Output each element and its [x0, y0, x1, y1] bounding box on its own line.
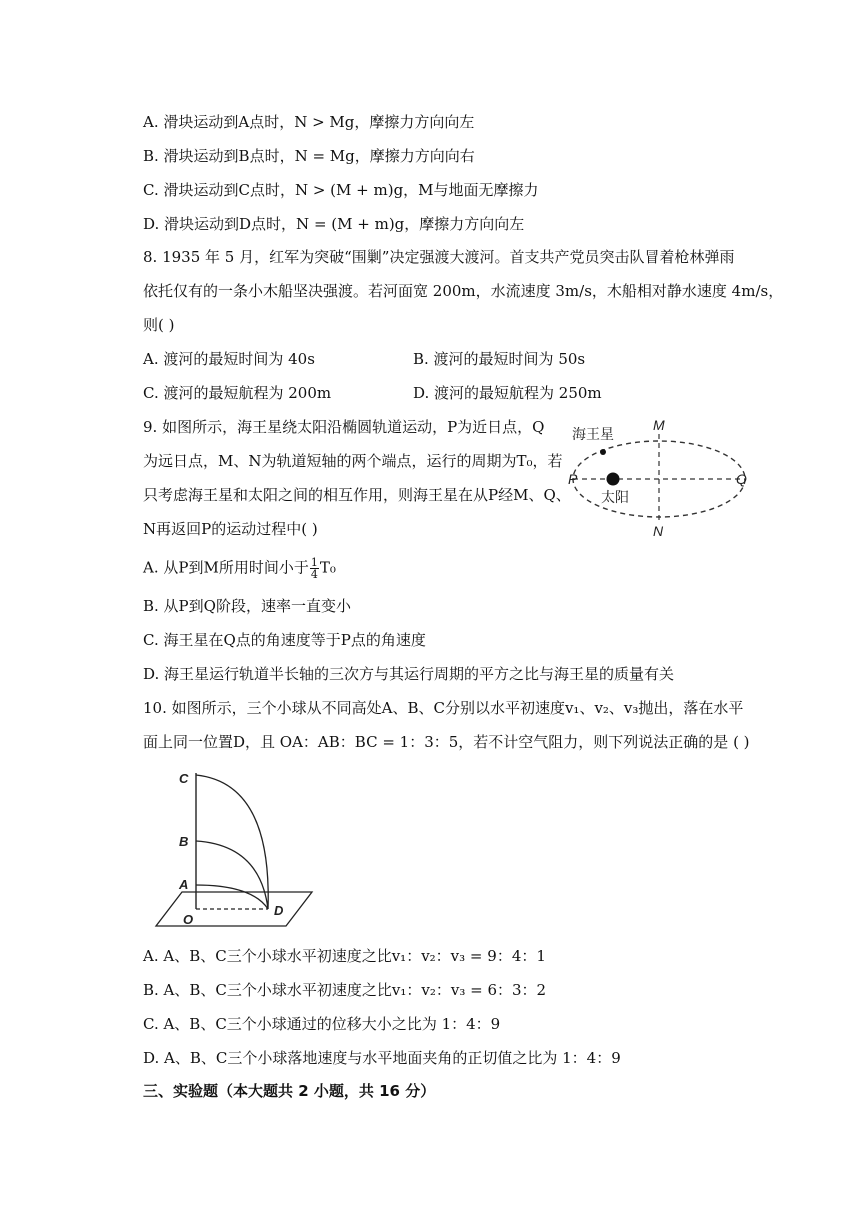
q9-option-d: D. 海王星运行轨道半长轴的三次方与其运行周期的平方之比与海王星的质量有关 [143, 665, 675, 683]
q7-option-b: B. 滑块运动到B点时，N = Mg，摩擦力方向向右 [143, 147, 475, 165]
sun-icon [607, 473, 620, 486]
fraction-denominator: 4 [310, 568, 318, 581]
neptune-planet-icon [600, 449, 606, 455]
trajectory-a [196, 885, 268, 909]
point-d-label: D [274, 903, 284, 918]
q9-stem-line1: 9. 如图所示，海王星绕太阳沿椭圆轨道运动，P为近日点，Q [143, 418, 545, 436]
q9-option-a-suffix: T₀ [319, 558, 336, 577]
q8-stem-line3: 则( ) [143, 316, 175, 334]
q8-option-a: A. 渡河的最短时间为 40s [143, 350, 315, 368]
planet-label: 海王星 [572, 426, 614, 442]
point-m-label: M [653, 417, 665, 433]
q8-option-c: C. 渡河的最短航程为 200m [143, 384, 332, 402]
fraction-numerator: 1 [310, 556, 318, 569]
point-a-label: A [179, 877, 189, 892]
point-b-label: B [179, 834, 189, 849]
q8-stem-line1: 8. 1935 年 5 月，红军为突破“围剿”决定强渡大渡河。首支共产党员突击队冒着枪林弹雨 [143, 248, 735, 266]
q9-stem-line2: 为远日点，M、N为轨道短轴的两个端点，运行的周期为T₀，若 [143, 452, 563, 470]
q10-option-a: A. A、B、C三个小球水平初速度之比v₁：v₂：v₃ = 9：4：1 [143, 947, 546, 965]
q10-projectile-figure [148, 767, 320, 933]
q9-option-c: C. 海王星在Q点的角速度等于P点的角速度 [143, 631, 426, 649]
q8-option-b: B. 渡河的最短时间为 50s [413, 350, 586, 368]
q9-orbit-figure [560, 412, 760, 540]
q9-option-a [143, 557, 336, 580]
q8-stem-line2: 依托仅有的一条小木船坚决强渡。若河面宽 200m，水流速度 3m/s，木船相对静水速度 4m/s， [143, 282, 784, 300]
q10-stem-line2: 面上同一位置D，且 OA：AB：BC = 1：3：5，若不计空气阻力，则下列说法正确的是 ( ) [143, 733, 750, 751]
q9-option-b: B. 从P到Q阶段，速率一直变小 [143, 597, 351, 615]
q7-option-d: D. 滑块运动到D点时，N = (M + m)g，摩擦力方向向左 [143, 215, 525, 233]
point-c-label: C [179, 771, 189, 786]
point-n-label: N [653, 523, 664, 539]
point-p-label: P [568, 471, 578, 487]
q9-stem-line3: 只考虑海王星和太阳之间的相互作用，则海王星在从P经M、Q、 [143, 486, 571, 504]
q8-option-d: D. 渡河的最短航程为 250m [413, 384, 602, 402]
sun-label: 太阳 [601, 489, 629, 505]
point-q-label: Q [736, 471, 747, 487]
section-3-heading: 三、实验题（本大题共 2 小题，共 16 分） [143, 1082, 436, 1100]
q9-option-a-prefix: A. 从P到M所用时间小于 [143, 558, 309, 577]
q10-stem-line1: 10. 如图所示，三个小球从不同高处A、B、C分别以水平初速度v₁、v₂、v₃抛出，落在水平 [143, 699, 744, 717]
q7-option-a: A. 滑块运动到A点时，N > Mg，摩擦力方向向左 [143, 113, 475, 131]
q10-option-c: C. A、B、C三个小球通过的位移大小之比为 1：4：9 [143, 1015, 501, 1033]
q10-option-d: D. A、B、C三个小球落地速度与水平地面夹角的正切值之比为 1：4：9 [143, 1049, 621, 1067]
point-o-label: O [183, 912, 194, 927]
fraction-one-quarter [310, 557, 319, 580]
q9-stem-line4: N再返回P的运动过程中( ) [143, 520, 318, 538]
q10-option-b: B. A、B、C三个小球水平初速度之比v₁：v₂：v₃ = 6：3：2 [143, 981, 547, 999]
q7-option-c: C. 滑块运动到C点时，N > (M + m)g，M与地面无摩擦力 [143, 181, 539, 199]
